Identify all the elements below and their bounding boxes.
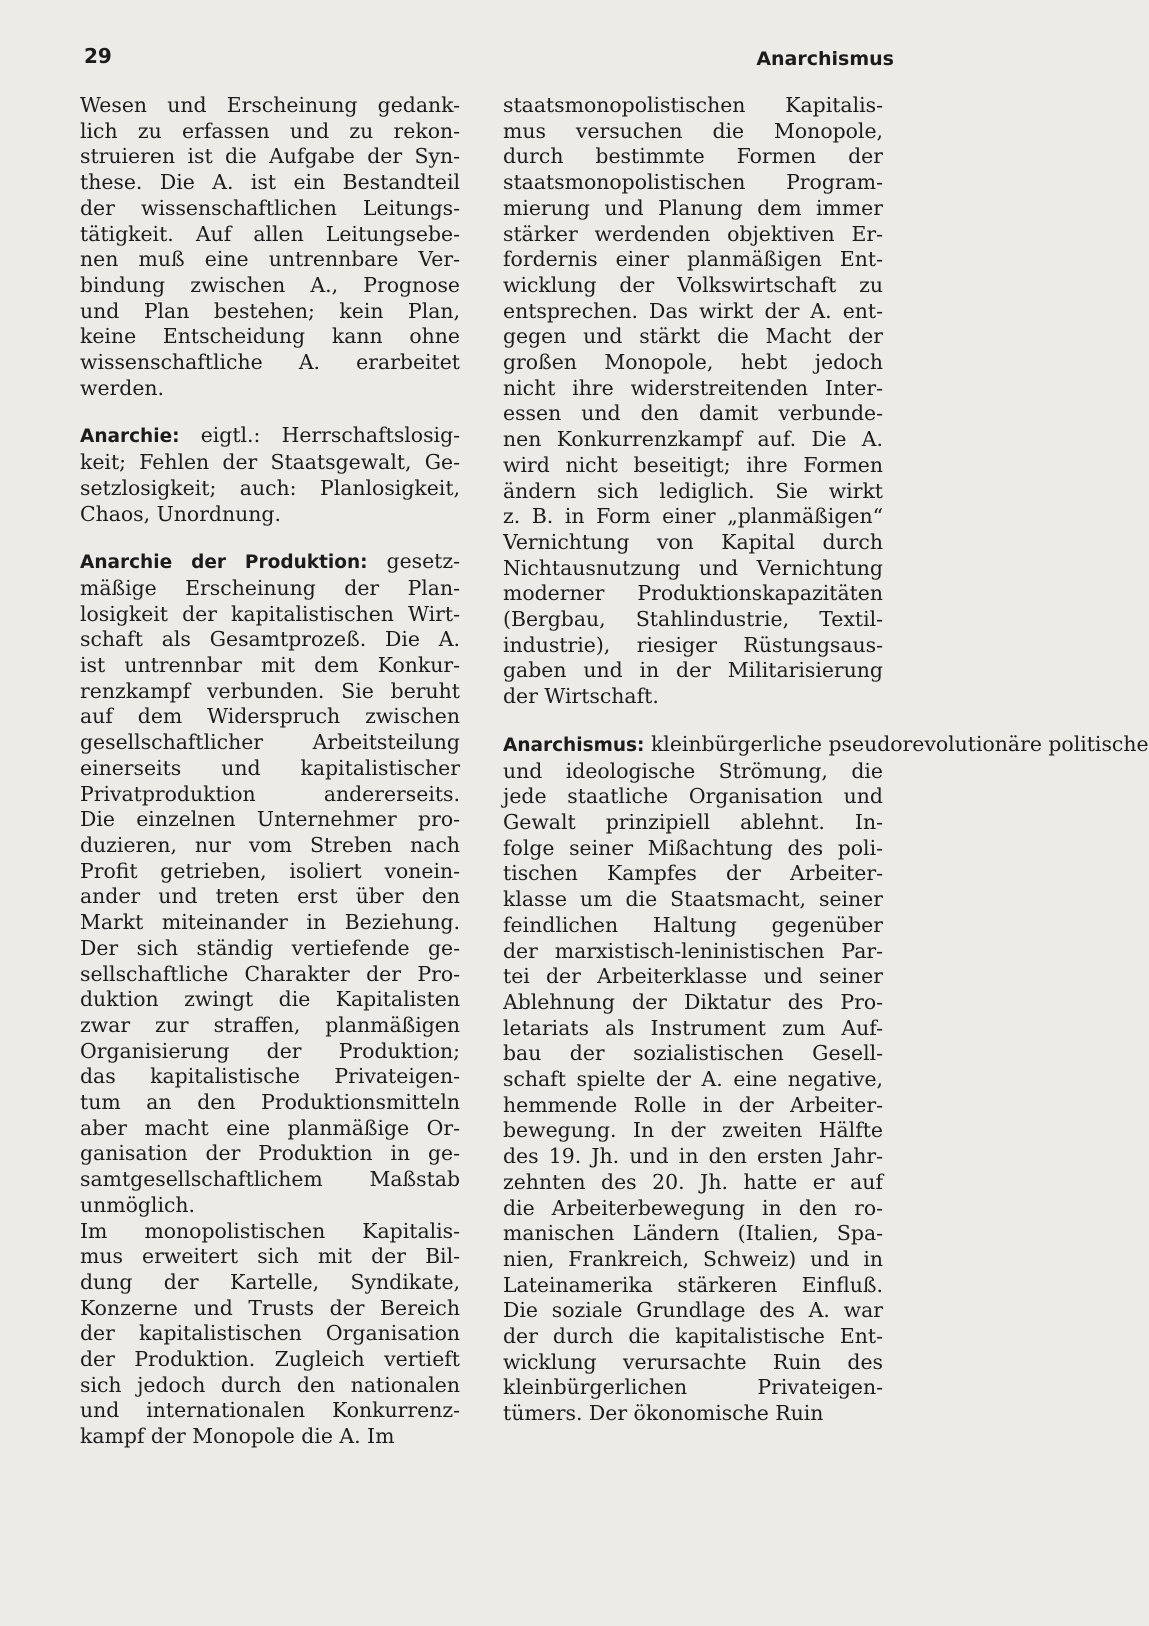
text-line: losigkeit der kapitalistischen Wirt- xyxy=(80,601,460,626)
text-line: feindlichen Haltung gegenüber xyxy=(503,912,883,937)
text-line: stärker werdenden objektiven Er- xyxy=(503,221,883,246)
entry-definition-start: pseudorevolutionäre politische xyxy=(828,731,1149,756)
text-line: z. B. in Form einer „planmäßigen“ xyxy=(503,504,883,529)
text-line: auf dem Widerspruch zwischen xyxy=(80,704,460,729)
text-line: Die einzelnen Unternehmer pro- xyxy=(80,807,460,832)
text-line: Nichtausnutzung und Vernichtung xyxy=(503,555,883,580)
text-line: setzlosigkeit; auch: Planlosigkeit, xyxy=(80,475,460,500)
entry-definition-start: eigtl.: xyxy=(200,423,261,448)
paragraph-gap xyxy=(80,527,460,549)
text-line: und internationalen Konkurrenz- xyxy=(80,1398,460,1423)
text-line: Chaos, Unordnung. xyxy=(80,501,281,526)
left-column xyxy=(80,93,460,1450)
text-line: industrie), riesiger Rüstungsaus- xyxy=(503,632,883,657)
text-line: mierung und Planung dem immer xyxy=(503,195,883,220)
text-line: nien, Frankreich, Schweiz) und in xyxy=(503,1246,883,1271)
text-line xyxy=(80,549,460,576)
paragraph xyxy=(503,93,883,710)
text-line: Gewalt prinzipiell ablehnt. In- xyxy=(503,809,883,834)
text-line: tümers. Der ökonomische Ruin xyxy=(503,1401,824,1426)
text-line: bau der sozialistischen Gesell- xyxy=(503,1041,883,1066)
text-line: nicht ihre widerstreitenden Inter- xyxy=(503,375,883,400)
text-line: kleinbürgerlichen Privateigen- xyxy=(503,1375,883,1400)
text-line xyxy=(80,423,460,450)
text-line xyxy=(503,731,1149,759)
text-line: wicklung verursachte Ruin des xyxy=(503,1349,883,1374)
running-head: Anarchismus xyxy=(756,48,894,70)
text-line: keine Entscheidung kann ohne xyxy=(80,324,460,349)
text-line: duzieren, nur vom Streben nach xyxy=(80,832,460,857)
text-line: staatsmonopolistischen Program- xyxy=(503,170,883,195)
paragraph xyxy=(503,731,1149,1427)
text-line: renzkampf verbunden. Sie beruht xyxy=(80,678,460,703)
text-line: dung der Kartelle, Syndikate, xyxy=(80,1269,460,1294)
text-line: sellschaftliche Charakter der Pro- xyxy=(80,961,460,986)
text-line: ändern sich lediglich. Sie wirkt xyxy=(503,478,883,503)
text-line: Ablehnung der Diktatur des Pro- xyxy=(503,989,883,1014)
text-line: tum an den Produktionsmitteln xyxy=(80,1090,460,1115)
text-line: der durch die kapitalistische Ent- xyxy=(503,1324,883,1349)
text-line: werden. xyxy=(80,375,165,400)
text-line: keit; Fehlen der Staatsgewalt, Ge- xyxy=(80,450,460,475)
paragraph xyxy=(80,423,460,527)
text-line: gaben und in der Militarisierung xyxy=(503,658,883,683)
text-line: these. Die A. ist ein Bestandteil xyxy=(80,170,460,195)
text-line: Die soziale Grundlage des A. war xyxy=(503,1298,883,1323)
text-line: schaft als Gesamtprozeß. Die A. xyxy=(80,627,460,652)
text-line: mäßige Erscheinung der Plan- xyxy=(80,575,460,600)
text-line: Im monopolistischen Kapitalis- xyxy=(80,1218,460,1243)
text-line: Wesen und Erscheinung gedank- xyxy=(80,93,460,117)
text-line: der kapitalistischen Organisation xyxy=(80,1321,460,1346)
text-line: lich zu erfassen und zu rekon- xyxy=(80,118,460,143)
text-line: ander und treten erst über den xyxy=(80,884,460,909)
entry-definition-start: Herrschaftslosig- xyxy=(281,423,461,448)
entry-term: Anarchie: xyxy=(80,426,180,448)
text-line: Profit getrieben, isoliert vonein- xyxy=(80,858,460,883)
text-line: samtgesellschaftlichem Maßstab xyxy=(80,1167,460,1192)
text-line: die Arbeiterbewegung in den ro- xyxy=(503,1195,883,1220)
entry-definition-start: kleinbürgerliche xyxy=(650,731,822,756)
text-line: gegen und stärkt die Macht der xyxy=(503,324,883,349)
text-line: tätigkeit. Auf allen Leitungsebe- xyxy=(80,221,460,246)
paragraph-gap xyxy=(80,401,460,423)
text-line: Konzerne und Trusts der Bereich xyxy=(80,1295,460,1320)
text-line: der Wirtschaft. xyxy=(503,684,659,709)
text-line: großen Monopole, hebt jedoch xyxy=(503,350,883,375)
paragraph xyxy=(80,549,460,1450)
text-line: folge seiner Mißachtung des poli- xyxy=(503,835,883,860)
text-line: bindung zwischen A., Prognose xyxy=(80,272,460,297)
text-line: Organisierung der Produktion; xyxy=(80,1038,460,1063)
text-line: kampf der Monopole die A. Im xyxy=(80,1424,395,1449)
text-line: das kapitalistische Privateigen- xyxy=(80,1064,460,1089)
text-line: hemmende Rolle in der Arbeiter- xyxy=(503,1092,883,1117)
paragraph-gap xyxy=(503,710,883,732)
text-line: durch bestimmte Formen der xyxy=(503,144,883,169)
text-line: Markt miteinander in Beziehung. xyxy=(80,910,460,935)
text-line: wird nicht beseitigt; ihre Formen xyxy=(503,452,883,477)
text-line: gesellschaftlicher Arbeitsteilung xyxy=(80,730,460,755)
text-line: manischen Ländern (Italien, Spa- xyxy=(503,1221,883,1246)
text-line: letariats als Instrument zum Auf- xyxy=(503,1015,883,1040)
text-line: einerseits und kapitalistischer xyxy=(80,755,460,780)
text-line: wissenschaftliche A. erarbeitet xyxy=(80,350,460,375)
text-line: mus erweitert sich mit der Bil- xyxy=(80,1244,460,1269)
text-line: essen und den damit verbunde- xyxy=(503,401,883,426)
text-line: Lateinamerika stärkeren Einfluß. xyxy=(503,1272,883,1297)
text-line: (Bergbau, Stahlindustrie, Textil- xyxy=(503,607,883,632)
entry-term: Anarchie der Produktion: xyxy=(80,552,368,574)
text-line: zehnten des 20. Jh. hatte er auf xyxy=(503,1169,883,1194)
text-line: klasse um die Staatsmacht, seiner xyxy=(503,887,883,912)
text-line: moderner Produktionskapazitäten xyxy=(503,581,883,606)
text-line: mus versuchen die Monopole, xyxy=(503,118,883,143)
text-line: des 19. Jh. und in den ersten Jahr- xyxy=(503,1144,883,1169)
text-line: staatsmonopolistischen Kapitalis- xyxy=(503,93,883,117)
text-line: ist untrennbar mit dem Konkur- xyxy=(80,653,460,678)
text-line: duktion zwingt die Kapitalisten xyxy=(80,987,460,1012)
text-line: Der sich ständig vertiefende ge- xyxy=(80,935,460,960)
text-line: unmöglich. xyxy=(80,1192,196,1217)
text-line: Privatproduktion andererseits. xyxy=(80,781,460,806)
right-column xyxy=(503,93,1149,1427)
text-line: bewegung. In der zweiten Hälfte xyxy=(503,1118,883,1143)
text-line: entsprechen. Das wirkt der A. ent- xyxy=(503,298,883,323)
entry-term: Anarchismus: xyxy=(503,734,645,756)
entry-definition-start: gesetz- xyxy=(386,549,460,574)
text-line: der marxistisch-leninistischen Par- xyxy=(503,938,883,963)
paragraph xyxy=(80,93,460,401)
text-line: und ideologische Strömung, die xyxy=(503,758,883,783)
text-line: sich jedoch durch den nationalen xyxy=(80,1372,460,1397)
text-line: zwar zur straffen, planmäßigen xyxy=(80,1012,460,1037)
text-line: tischen Kampfes der Arbeiter- xyxy=(503,861,883,886)
text-line: Vernichtung von Kapital durch xyxy=(503,529,883,554)
text-line: wicklung der Volkswirtschaft zu xyxy=(503,272,883,297)
text-line: schaft spielte der A. eine negative, xyxy=(503,1067,883,1092)
text-line: ganisation der Produktion in ge- xyxy=(80,1141,460,1166)
text-line: tei der Arbeiterklasse und seiner xyxy=(503,964,883,989)
text-line: der Produktion. Zugleich vertieft xyxy=(80,1347,460,1372)
text-line: struieren ist die Aufgabe der Syn- xyxy=(80,144,460,169)
text-line: der wissenschaftlichen Leitungs- xyxy=(80,195,460,220)
text-line: aber macht eine planmäßige Or- xyxy=(80,1115,460,1140)
text-line: nen Konkurrenzkampf auf. Die A. xyxy=(503,427,883,452)
text-line: und Plan bestehen; kein Plan, xyxy=(80,298,460,323)
text-line: nen muß eine untrennbare Ver- xyxy=(80,247,460,272)
page-number: 29 xyxy=(84,44,112,68)
text-line: fordernis einer planmäßigen Ent- xyxy=(503,247,883,272)
text-line: jede staatliche Organisation und xyxy=(503,784,883,809)
